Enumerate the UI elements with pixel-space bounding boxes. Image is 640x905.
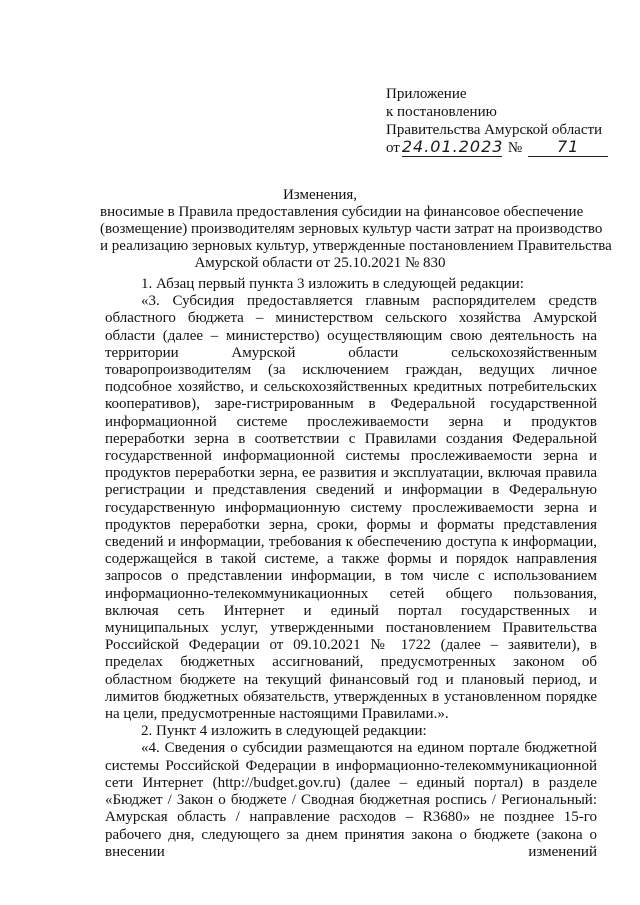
title-line-4: и реализацию зерновых культур, утвержденные постановлением Правительства [100, 238, 612, 254]
handwritten-date: 24.01.2023 [401, 137, 504, 156]
item-2-text: «4. Сведения о субсидии размещаются на едином портале бюджетной системы Российской Федерации в информационно-телекоммуникационной сети Интернет (http://budget.gov.ru) (далее – единый портал) в разделе «Бюджет / Закон о бюджете / Сводная бюджетная роспись / Региональный: Амурская область / направление расходов – R3680» не позднее 15-го рабочего дня, следующего за днем принятия закона о бюджете (закона о внесении изменений [105, 740, 597, 860]
item-1-text: «3. Субсидия предоставляется главным распорядителем средств областного бюджета – министерством сельского хозяйства Амурской области (далее – министерство) осуществляющим свою деятельность на территории Амурской области сельскохозяйственным товаропроизводителям (за исключением граждан, ведущих личное подсобное хозяйство, и сельскохозяйственных кредитных потребительских кооперативов), заре-гистрированным в Федеральной государственной информационной системе прослеживаемости зерна и продуктов переработки зерна в соответствии с Правилами создания Федеральной государственной информационной системы прослеживаемости зерна и продуктов переработки зерна, ее развития и эксплуатации, включая правила регистрации и представления сведений и информации в Федеральную государственную информационную систему прослеживаемости зерна и продуктов переработки зерна, сроки, формы и форматы представления сведений и информации, требования к обеспечению доступа к информации, содержащейся в такой системе, а также формы и порядок направления запросов о представлении информации, в том числе с использованием информационно-телекоммуникационных сетей общего пользования, включая сеть Интернет и единый портал государственных и муниципальных услуг, утвержденными постановлением Правительства Российской Федерации от 09.10.2021 № 1722 (далее – заявители), в пределах бюджетных ассигнований, предусмотренных законом об областном бюджете на текущий финансовый год и плановый период, и лимитов бюджетных обязательств, утвержденных в установленном порядке на цели, предусмотренные настоящими Правилами.». [105, 293, 597, 723]
appendix-authority: Правительства Амурской области [386, 122, 603, 138]
appendix-date-line [386, 139, 616, 157]
title-line-3: (возмещение) производителям зерновых культур части затрат на производство [100, 221, 603, 237]
appendix-header [386, 85, 616, 157]
document-body [105, 276, 597, 861]
date-field [401, 137, 504, 157]
number-field [528, 137, 608, 157]
number-prefix: № [507, 140, 523, 156]
title-line-2: вносимые в Правила предоставления субсидии на финансовое обеспечение [100, 204, 584, 220]
title-line-5: Амурской области от 25.10.2021 № 830 [194, 255, 446, 271]
handwritten-number: 71 [556, 137, 580, 156]
title-line-1: Изменения, [282, 187, 358, 203]
appendix-label: Приложение [386, 86, 467, 102]
item-1-heading: 1. Абзац первый пункта 3 изложить в следующей редакции: [141, 276, 524, 292]
date-prefix: от [386, 140, 400, 156]
document-title [100, 187, 612, 272]
appendix-resolution-ref: к постановлению [386, 104, 497, 120]
item-2-heading: 2. Пункт 4 изложить в следующей редакции: [141, 723, 427, 740]
